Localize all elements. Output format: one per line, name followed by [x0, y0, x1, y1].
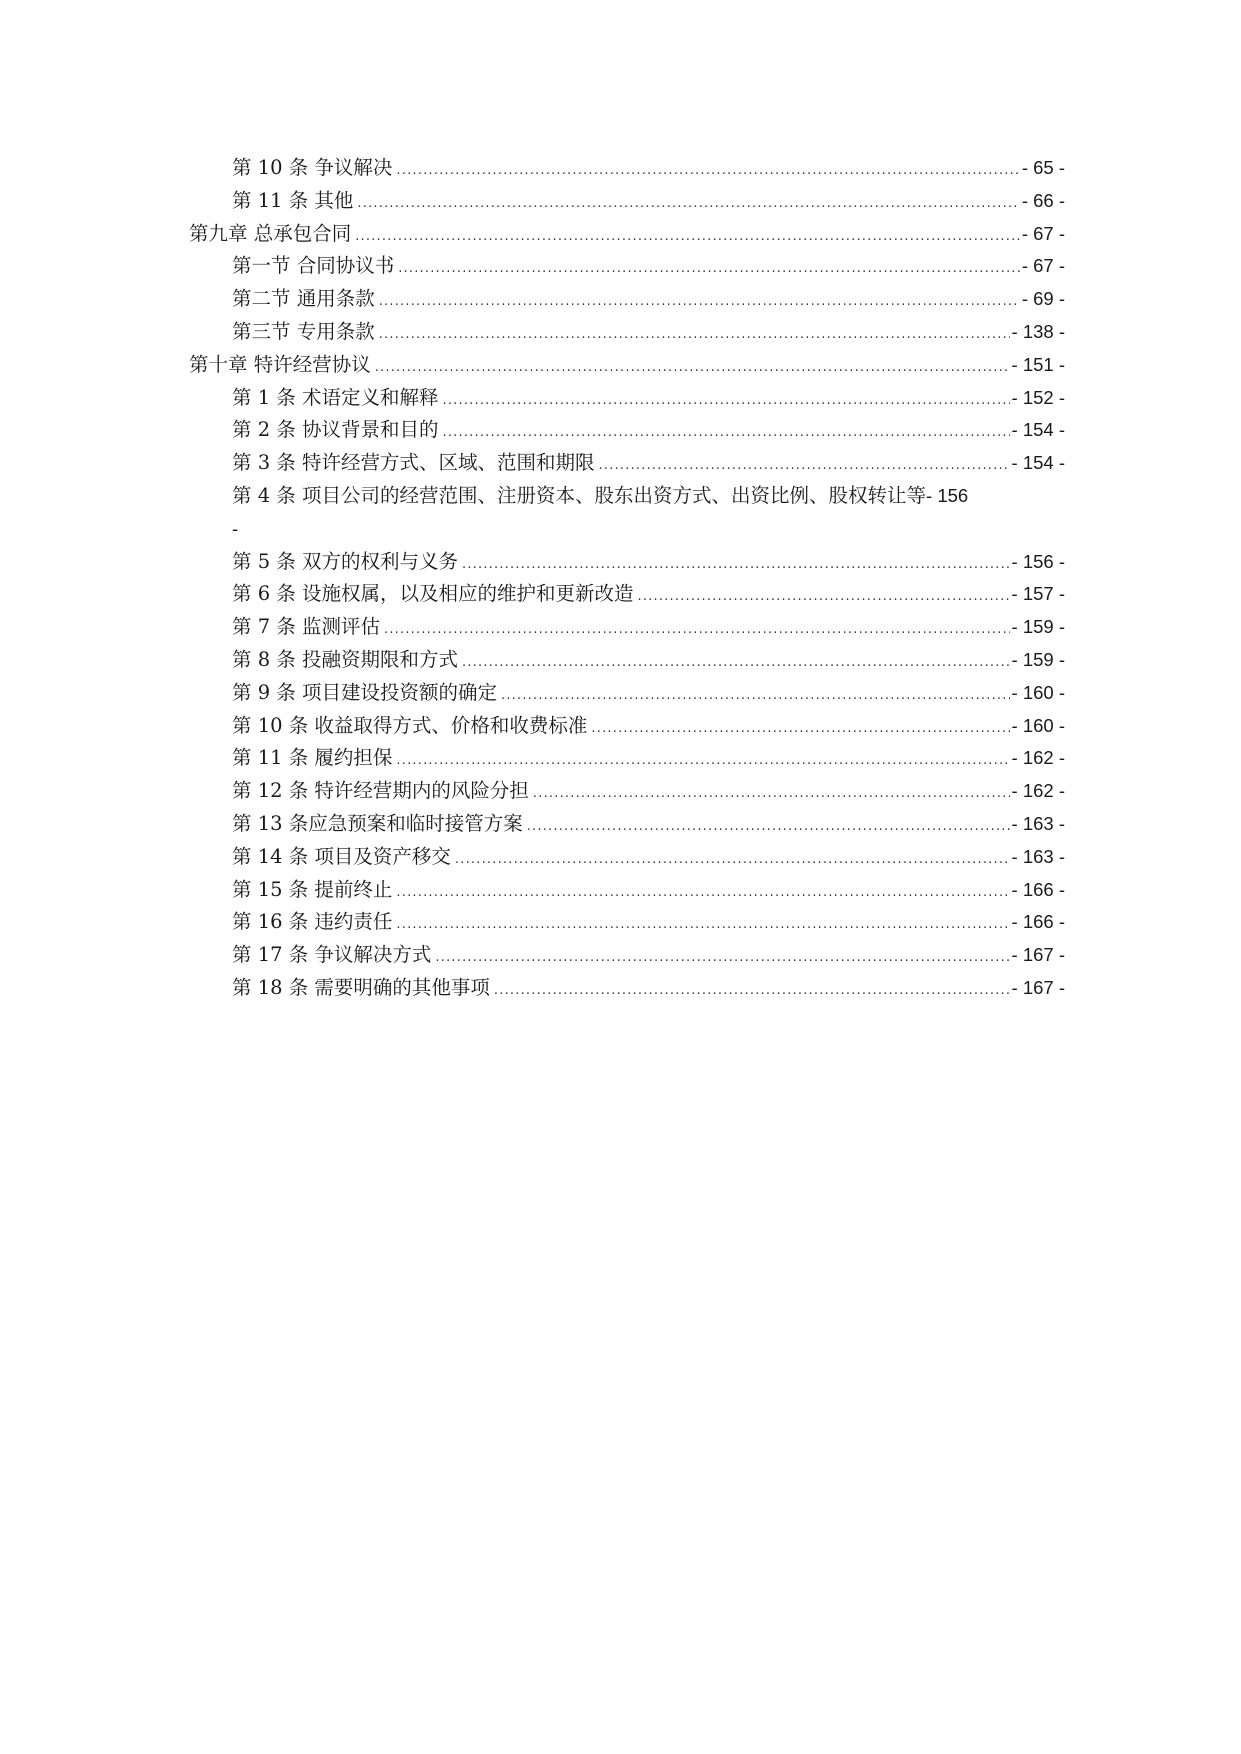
toc-entry[interactable] [189, 644, 1065, 677]
toc-entry-label: 第 17 条 争议解决方式 [232, 943, 432, 967]
toc-dot-leader [638, 581, 1010, 614]
toc-page-number: - 67 - [1021, 255, 1065, 277]
toc-dot-leader [379, 286, 1020, 319]
toc-page-number: - 154 - [1011, 419, 1065, 441]
toc-page-number: - 157 - [1011, 583, 1065, 605]
toc-entry-label: 第 18 条 需要明确的其他事项 [232, 975, 490, 999]
toc-entry-label: 第九章 总承包合同 [189, 221, 352, 245]
toc-entry-label: 第 6 条 设施权属，以及相应的维护和更新改造 [232, 582, 634, 606]
toc-entry-label: 第 3 条 特许经营方式、区域、范围和期限 [232, 451, 595, 475]
toc-entry-label: 第三节 专用条款 [232, 319, 375, 343]
toc-entry-label: 第 9 条 项目建设投资额的确定 [232, 680, 498, 704]
toc-page-number: - 138 - [1011, 320, 1065, 342]
toc-entry[interactable] [189, 874, 1065, 907]
toc-entry-label: 第 12 条 特许经营期内的风险分担 [232, 779, 529, 803]
toc-entry-label: 第 11 条 其他 [232, 188, 354, 212]
toc-page-number: - 167 - [1011, 944, 1065, 966]
toc-entry[interactable] [189, 710, 1065, 743]
toc-dot-leader [591, 713, 1009, 746]
toc-entry-label: 第 4 条 项目公司的经营范围、注册资本、股东出资方式、出资比例、股权转让等 [232, 483, 927, 507]
toc-page-number: - 162 - [1011, 780, 1065, 802]
toc-dot-leader [527, 811, 1010, 844]
toc-entry-label: 第 10 条 争议解决 [232, 156, 393, 179]
toc-entry[interactable] [189, 152, 1065, 185]
toc-entry-label: 第 14 条 项目及资产移交 [232, 844, 451, 868]
toc-entry-label: 第 7 条 监测评估 [232, 615, 381, 639]
toc-dot-leader [398, 253, 1020, 286]
toc-page-number: - 166 - [1011, 911, 1065, 933]
toc-entry-label: 第 2 条 协议背景和目的 [232, 418, 439, 442]
toc-page-number: - 66 - [1021, 189, 1065, 211]
toc-page-number: - 166 - [1011, 878, 1065, 900]
toc-dot-leader [379, 319, 1010, 352]
toc-entry-label: 第 8 条 投融资期限和方式 [232, 647, 459, 671]
toc-page-number: - 159 - [1011, 648, 1065, 670]
toc-entry[interactable] [189, 316, 1065, 349]
toc-page-number-continuation: - [232, 517, 239, 539]
toc-page-number: - 67 - [1021, 222, 1065, 244]
toc-entry[interactable] [189, 546, 1065, 579]
toc-dot-leader [396, 745, 1009, 778]
toc-entry[interactable] [189, 185, 1065, 218]
toc-dot-leader [462, 549, 1010, 582]
toc-dot-leader [435, 942, 1009, 975]
toc-entry-label: 第 13 条应急预案和临时接管方案 [232, 811, 523, 835]
toc-chapter-entry[interactable] [189, 349, 1065, 382]
toc-entry[interactable] [189, 414, 1065, 447]
toc-entry-label: 第 10 条 收益取得方式、价格和收费标准 [232, 713, 588, 737]
toc-page-number: - 65 - [1021, 157, 1065, 178]
toc-entry-label: 第十章 特许经营协议 [189, 352, 371, 376]
toc-page-number: - 160 - [1011, 714, 1065, 736]
toc-dot-leader [462, 647, 1010, 680]
toc-entry-label: 第一节 合同协议书 [232, 254, 395, 278]
toc-page-number: - 159 - [1011, 616, 1065, 638]
toc-entry[interactable] [189, 611, 1065, 644]
toc-dot-leader [533, 778, 1010, 811]
toc-entry[interactable] [189, 939, 1065, 972]
toc-entry[interactable] [189, 283, 1065, 316]
toc-entry[interactable] [189, 972, 1065, 1005]
toc-dot-leader [455, 844, 1010, 877]
toc-entry[interactable] [189, 250, 1065, 283]
toc-entry-label: 第 15 条 提前终止 [232, 877, 393, 901]
toc-entry-label: 第二节 通用条款 [232, 287, 375, 311]
toc-dot-leader [443, 417, 1010, 450]
toc-page-number: - 167 - [1011, 976, 1065, 998]
toc-page-number: - 163 - [1011, 845, 1065, 867]
toc-page-number: - 154 - [1011, 452, 1065, 474]
toc-entry-label: 第 1 条 术语定义和解释 [232, 385, 439, 409]
toc-page-number: - 163 - [1011, 812, 1065, 834]
toc-entry[interactable] [189, 906, 1065, 939]
toc-page-number: - 160 - [1011, 681, 1065, 703]
toc-entry[interactable] [189, 480, 1065, 546]
table-of-contents [189, 152, 1065, 1005]
toc-entry[interactable] [189, 775, 1065, 808]
toc-page-number: - 152 - [1011, 386, 1065, 408]
toc-dot-leader [384, 614, 1010, 647]
toc-page-number: - 151 - [1011, 353, 1065, 375]
toc-dot-leader [396, 155, 1019, 188]
toc-page-number: - 156 [926, 484, 969, 506]
toc-chapter-entry[interactable] [189, 218, 1065, 251]
toc-dot-leader [501, 680, 1010, 713]
toc-dot-leader [396, 877, 1009, 910]
toc-entry[interactable] [189, 808, 1065, 841]
toc-entry[interactable] [189, 382, 1065, 415]
toc-page-number: - 162 - [1011, 747, 1065, 769]
toc-dot-leader [355, 221, 1020, 254]
toc-entry[interactable] [189, 578, 1065, 611]
toc-entry-label: 第 5 条 双方的权利与义务 [232, 549, 459, 573]
toc-page-number: - 156 - [1011, 550, 1065, 572]
toc-entry[interactable] [189, 742, 1065, 775]
toc-dot-leader [443, 385, 1010, 418]
toc-entry[interactable] [189, 841, 1065, 874]
toc-dot-leader [494, 975, 1010, 1008]
toc-dot-leader [357, 188, 1019, 221]
toc-dot-leader [375, 352, 1010, 385]
toc-dot-leader [599, 450, 1010, 483]
toc-entry[interactable] [189, 677, 1065, 710]
toc-entry[interactable] [189, 447, 1065, 480]
toc-entry-label: 第 11 条 履约担保 [232, 746, 393, 770]
toc-page-number: - 69 - [1021, 288, 1065, 310]
toc-dot-leader [396, 909, 1009, 942]
toc-entry-label: 第 16 条 违约责任 [232, 910, 393, 934]
